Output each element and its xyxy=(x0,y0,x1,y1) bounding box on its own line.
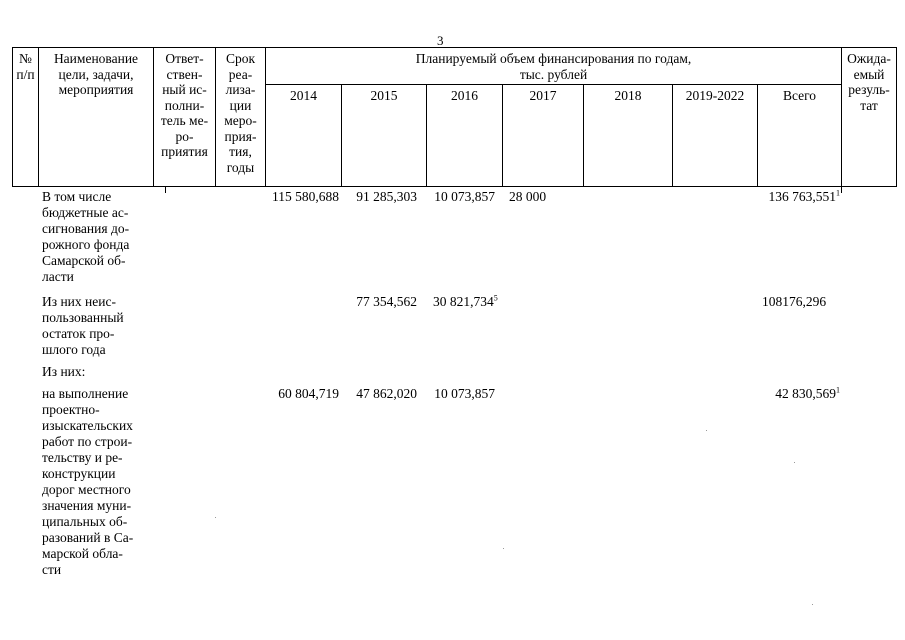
header-year-2016: 2016 xyxy=(427,85,503,187)
scan-speck xyxy=(215,517,216,518)
scan-speck xyxy=(503,548,504,549)
footnote-mark: 1 xyxy=(836,188,840,198)
scan-speck xyxy=(794,462,795,463)
row-name: В том числе бюджетные ас- сигнования до- рожного фонда Самарской об- ласти xyxy=(42,189,130,284)
header-year-2019-2022: 2019-2022 xyxy=(673,85,758,187)
value-2017: 28 000 xyxy=(509,189,547,204)
value-2014: 60 804,719 xyxy=(278,386,339,401)
value-total-text: 136 763,551 xyxy=(768,189,836,204)
value-total: 108176,296 xyxy=(762,294,827,309)
column-line xyxy=(165,187,166,193)
header-year-2018: 2018 xyxy=(584,85,673,187)
header-total: Всего xyxy=(758,85,842,187)
footnote-mark: 1 xyxy=(836,385,840,395)
header-term: Срок реа- лиза- ции меро- прия- тия, годы xyxy=(216,48,266,187)
value-total xyxy=(760,386,840,402)
value-2015: 47 862,020 xyxy=(356,386,417,401)
header-year-2015: 2015 xyxy=(342,85,427,187)
value-2015: 77 354,562 xyxy=(356,294,417,309)
value-2015: 91 285,303 xyxy=(356,189,417,204)
value-2016 xyxy=(433,294,505,310)
header-name: Наименование цели, задачи, мероприятия xyxy=(39,48,154,187)
row-name: на выполнение проектно- изыскательских работ по строи- тельству и ре- конструкции дорог местного значения муни- ципальных об- разований в Са- марской обла- сти xyxy=(42,386,134,577)
value-2016: 10 073,857 xyxy=(434,189,495,204)
scan-speck xyxy=(812,604,813,605)
header-year-2017: 2017 xyxy=(503,85,584,187)
value-2016: 10 073,857 xyxy=(434,386,495,401)
value-total xyxy=(760,189,840,205)
header-responsible: Ответ- ствен- ный ис- полни- тель ме- ро- приятия xyxy=(154,48,216,187)
page-number: 3 xyxy=(437,33,444,48)
value-2014: 115 580,688 xyxy=(272,189,339,204)
header-year-2014: 2014 xyxy=(266,85,342,187)
header-result: Ожида- емый резуль- тат xyxy=(842,48,897,187)
value-total-text: 42 830,569 xyxy=(775,386,836,401)
header-funding-title: Планируемый объем финансирования по годам, тыс. рублей xyxy=(266,48,842,85)
value-2016-text: 30 821,734 xyxy=(433,294,494,309)
column-line xyxy=(841,187,842,193)
scan-speck xyxy=(706,430,707,431)
header-number: № п/п xyxy=(13,48,39,187)
footnote-mark: 5 xyxy=(493,293,498,303)
row-name: Из них: xyxy=(42,364,86,379)
table-header xyxy=(12,47,897,187)
row-name: Из них неис- пользованный остаток про- шлого года xyxy=(42,294,124,357)
